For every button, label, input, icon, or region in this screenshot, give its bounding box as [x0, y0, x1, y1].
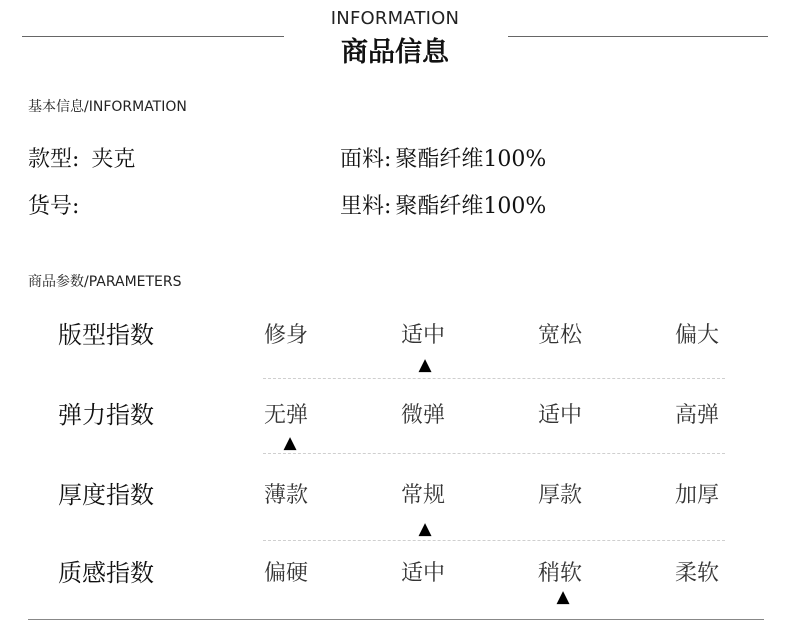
selected-marker-icon: ▲ [418, 519, 432, 539]
param-option: 适中 [537, 403, 582, 428]
fabric-value: 聚酯纤维100% [395, 147, 547, 172]
param-label-texture: 质感指数 [58, 559, 154, 587]
params-section-title: 商品参数/PARAMETERS [28, 274, 182, 290]
param-option: 微弹 [400, 403, 445, 428]
row-divider [263, 378, 725, 379]
param-option: 偏大 [674, 323, 719, 348]
header-title-en: INFORMATION [330, 8, 460, 29]
fabric-field [340, 142, 546, 173]
param-option: 适中 [400, 323, 445, 348]
selected-marker-icon: ▲ [556, 587, 570, 607]
basic-section-title: 基本信息/INFORMATION [28, 99, 187, 115]
param-option: 偏硬 [263, 561, 308, 586]
param-option: 宽松 [537, 323, 582, 348]
param-option: 加厚 [674, 483, 719, 508]
lining-value: 聚酯纤维100% [395, 194, 547, 219]
param-option: 常规 [400, 483, 445, 508]
selected-marker-icon: ▲ [283, 433, 297, 453]
bottom-divider [28, 619, 764, 620]
param-option: 高弹 [674, 403, 719, 428]
style-value: 夹克 [91, 147, 136, 172]
param-option: 无弹 [263, 403, 308, 428]
row-divider [263, 540, 725, 541]
item-no-label: 货号: [28, 194, 80, 219]
selected-marker-icon: ▲ [418, 355, 432, 375]
param-option: 适中 [400, 561, 445, 586]
header-title-cn: 商品信息 [341, 37, 449, 68]
lining-label: 里料: [340, 194, 392, 219]
item-no-field [28, 189, 79, 220]
style-label: 款型: [28, 147, 80, 172]
fabric-label: 面料: [340, 147, 392, 172]
param-label-elasticity: 弹力指数 [58, 401, 154, 429]
param-option: 柔软 [674, 561, 719, 586]
style-field [28, 142, 135, 173]
param-option: 薄款 [263, 483, 308, 508]
lining-field [340, 189, 546, 220]
param-option: 稍软 [537, 561, 582, 586]
param-label-thickness: 厚度指数 [58, 481, 154, 509]
param-option: 修身 [263, 323, 308, 348]
param-label-fit: 版型指数 [58, 321, 154, 349]
param-option: 厚款 [537, 483, 582, 508]
row-divider [263, 453, 725, 454]
